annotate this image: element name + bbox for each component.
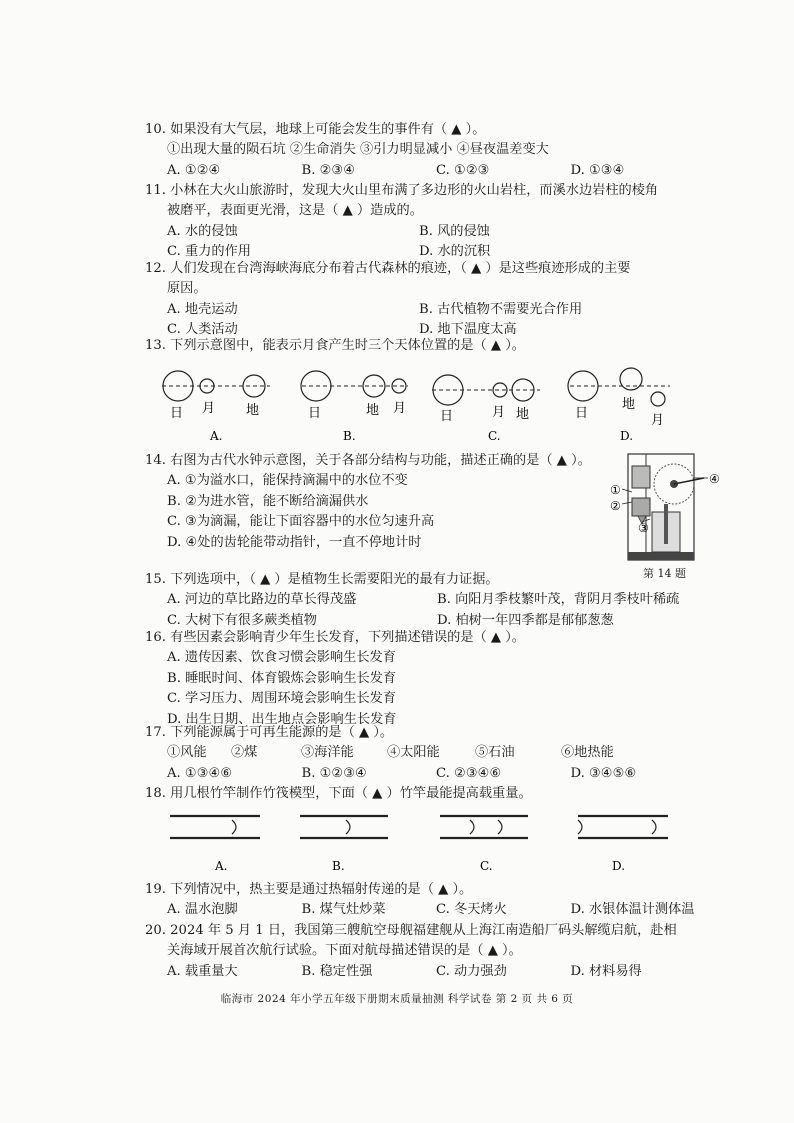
option-b-label: B. bbox=[332, 859, 345, 873]
option-c: C. 学习压力、周围环境会影响生长发育 bbox=[167, 691, 397, 707]
option-a-label: A. bbox=[210, 429, 223, 443]
question-17 bbox=[145, 723, 705, 784]
option-d: D. ④处的齿轮能带动指针，一直不停地计时 bbox=[167, 534, 422, 550]
option-d: D. 出生日期、出生地点会影响生长发育 bbox=[167, 711, 397, 727]
option-a: A. 温水泡脚 bbox=[167, 902, 238, 918]
question-stem: 12. 人们发现在台湾海峡海底分布着古代森林的痕迹，（ ▲ ）是这些痕迹形成的主要 bbox=[145, 261, 631, 276]
bamboo-joint bbox=[232, 820, 236, 834]
question-stem: 19. 下列情况中，热主要是通过热辐射传递的是（ ▲ ）。 bbox=[145, 882, 473, 897]
option-c: C. 冬天烤火 bbox=[436, 902, 507, 918]
water-clock-figure bbox=[608, 452, 728, 564]
moon-label: 月 bbox=[492, 405, 506, 420]
option-c: C. 人类活动 bbox=[167, 322, 238, 338]
option-d-label: D. bbox=[620, 429, 634, 443]
option-row bbox=[145, 300, 705, 320]
question-stem: 14. 右图为古代水钟示意图，关于各部分结构与功能，描述正确的是（ ▲ ）。 bbox=[145, 453, 591, 468]
sun-label: 日 bbox=[575, 406, 589, 421]
bamboo-joint bbox=[578, 820, 582, 834]
option-b: B. ②③④ bbox=[301, 162, 356, 178]
question-stem-cont: 原因。 bbox=[167, 281, 207, 297]
item-4: ④太阳能 bbox=[387, 745, 440, 761]
option-c-label: C. bbox=[480, 859, 493, 873]
question-16 bbox=[145, 628, 705, 730]
option-c: C. ③为滴漏，能让下面容器中的水位匀速升高 bbox=[167, 514, 435, 530]
question-stem: 13. 下列示意图中，能表示月食产生时三个天体位置的是（ ▲ ）。 bbox=[145, 338, 525, 353]
question-15 bbox=[145, 570, 705, 631]
option-d: D. 水银体温计测体温 bbox=[570, 902, 695, 918]
option-a: A. 载重量大 bbox=[167, 963, 238, 979]
option-d: D. ③④⑤⑥ bbox=[570, 765, 637, 781]
question-18 bbox=[145, 784, 705, 804]
diagram-b bbox=[301, 371, 408, 443]
question-20 bbox=[145, 921, 705, 982]
option-a: A. ①为溢水口，能保持滴漏中的水位不变 bbox=[167, 473, 408, 489]
mark-3: ③ bbox=[638, 521, 649, 535]
option-c: C. ①②③ bbox=[436, 162, 490, 178]
base bbox=[628, 552, 694, 560]
option-a: A. ①②④ bbox=[167, 162, 221, 178]
option-b: B. 煤气灶炒菜 bbox=[301, 902, 386, 918]
option-a: A. 河边的草比路边的草长得茂盛 bbox=[167, 592, 357, 608]
option-b-label: B. bbox=[343, 429, 356, 443]
option-d: D. 材料易得 bbox=[570, 963, 642, 979]
item-6: ⑥地热能 bbox=[561, 745, 614, 761]
earth-label: 地 bbox=[516, 407, 530, 422]
option-d: D. ①③④ bbox=[570, 162, 625, 178]
option-c: C. 重力的作用 bbox=[167, 244, 251, 260]
earth-label: 地 bbox=[246, 403, 260, 418]
option-b: B. 古代植物不需要光合作用 bbox=[419, 301, 583, 317]
question-stem: 16. 有些因素会影响青少年生长发育，下列描述错误的是（ ▲ ）。 bbox=[145, 630, 525, 645]
option-b: B. 风的侵蚀 bbox=[419, 223, 490, 239]
item-2: ②煤 bbox=[231, 745, 258, 761]
sun-label: 日 bbox=[170, 406, 184, 421]
float-rod bbox=[664, 504, 668, 544]
option-c: C. 大树下有很多蕨类植物 bbox=[167, 612, 317, 628]
option-b: B. ①②③④ bbox=[301, 765, 367, 781]
earth-label: 地 bbox=[622, 397, 636, 412]
question-items bbox=[145, 743, 705, 763]
question-12 bbox=[145, 259, 705, 341]
question-stem: 10. 如果没有大气层，地球上可能会发生的事件有（ ▲ ）。 bbox=[145, 122, 486, 137]
moon-label: 月 bbox=[393, 401, 407, 416]
diagram-d bbox=[568, 368, 670, 443]
item-1: ①风能 bbox=[167, 745, 207, 761]
raft-a bbox=[170, 816, 260, 873]
earth-label: 地 bbox=[366, 403, 380, 418]
option-row bbox=[145, 962, 705, 982]
option-d: D. 地下温度太高 bbox=[419, 322, 517, 338]
question-stem: 15. 下列选项中，（ ▲ ）是植物生长需要阳光的最有力证据。 bbox=[145, 572, 499, 587]
moon-label: 月 bbox=[202, 401, 216, 416]
eclipse-diagrams bbox=[150, 362, 680, 450]
question-stem: 11. 小林在大火山旅游时，发现大火山里布满了多边形的火山岩柱，而溪水边岩柱的棱角 bbox=[145, 183, 659, 198]
option-b: B. 向阳月季枝繁叶茂，背阴月季枝叶稀疏 bbox=[437, 592, 680, 608]
diagram-c bbox=[432, 375, 540, 443]
question-10 bbox=[145, 120, 705, 181]
question-stem: 18. 用几根竹竿制作竹筏模型，下面（ ▲ ）竹竿最能提高载重量。 bbox=[145, 786, 532, 801]
option-d: D. 水的沉积 bbox=[419, 244, 491, 260]
figure-caption: 第 14 题 bbox=[643, 567, 686, 580]
option-a-label: A. bbox=[215, 859, 228, 873]
option-c: C. ②③④⑥ bbox=[436, 765, 502, 781]
leader-2 bbox=[622, 502, 632, 504]
option-row bbox=[145, 900, 705, 920]
question-19 bbox=[145, 880, 705, 921]
bamboo-joint bbox=[346, 820, 350, 834]
option-b: B. ②为进水管，能不断给滴漏供水 bbox=[167, 493, 369, 509]
option-b: B. 稳定性强 bbox=[301, 963, 373, 979]
bamboo-joint bbox=[470, 820, 474, 834]
option-b: B. 睡眠时间、体育锻炼会影响生长发育 bbox=[167, 670, 397, 686]
raft-b bbox=[300, 816, 388, 873]
question-items: ①出现大量的陨石坑 ②生命消失 ③引力明显减小 ④昼夜温差变大 bbox=[167, 142, 549, 158]
diagram-a bbox=[162, 371, 270, 443]
option-c: C. 动力强劲 bbox=[436, 963, 507, 979]
sun-label: 日 bbox=[440, 409, 454, 424]
option-row bbox=[145, 590, 705, 610]
bamboo-joint bbox=[498, 820, 502, 834]
option-row bbox=[145, 764, 705, 784]
question-stem-cont: 关海域开展首次航行试验。下面对航母描述错误的是（ ▲ ）。 bbox=[167, 943, 522, 959]
option-row bbox=[145, 161, 705, 181]
mark-2: ② bbox=[610, 499, 621, 513]
option-row bbox=[145, 222, 705, 242]
raft-c bbox=[440, 816, 528, 873]
item-3: ③海洋能 bbox=[301, 745, 354, 761]
pointer bbox=[674, 478, 704, 484]
mark-4: ④ bbox=[709, 472, 720, 486]
drip-tank bbox=[632, 498, 650, 516]
raft-d bbox=[578, 816, 668, 873]
leader-1 bbox=[622, 489, 632, 492]
question-stem: 20. 2024 年 5 月 1 日，我国第三艘航空母舰福建舰从上海江南造船厂码头解缆启航，赴相 bbox=[145, 923, 677, 938]
raft-diagrams bbox=[160, 808, 680, 878]
page-footer: 临海市 2024 年小学五年级下册期末质量抽测 科学试卷 第 2 页 共 6 页 bbox=[220, 993, 574, 1005]
option-d: D. 柏树一年四季都是郁郁葱葱 bbox=[437, 612, 614, 628]
bamboo-joint bbox=[652, 820, 656, 834]
top-tank bbox=[632, 466, 650, 488]
option-c-label: C. bbox=[488, 429, 501, 443]
question-13 bbox=[145, 336, 705, 356]
option-d-label: D. bbox=[612, 859, 626, 873]
option-a: A. 地壳运动 bbox=[167, 301, 238, 317]
question-stem: 17. 下列能源属于可再生能源的是（ ▲ ）。 bbox=[145, 725, 394, 740]
option-a: A. 水的侵蚀 bbox=[167, 223, 238, 239]
option-a: A. 遗传因素、饮食习惯会影响生长发育 bbox=[167, 650, 396, 666]
item-5: ⑤石油 bbox=[475, 745, 515, 761]
option-a: A. ①③④⑥ bbox=[167, 765, 233, 781]
question-11 bbox=[145, 181, 705, 263]
moon-circle bbox=[651, 392, 665, 406]
sun-label: 日 bbox=[308, 406, 322, 421]
question-stem-cont: 被磨平，表面更光滑，这是（ ▲ ）造成的。 bbox=[167, 203, 423, 219]
moon-label: 月 bbox=[651, 413, 665, 428]
earth-circle bbox=[620, 368, 642, 390]
mark-1: ① bbox=[610, 483, 621, 497]
